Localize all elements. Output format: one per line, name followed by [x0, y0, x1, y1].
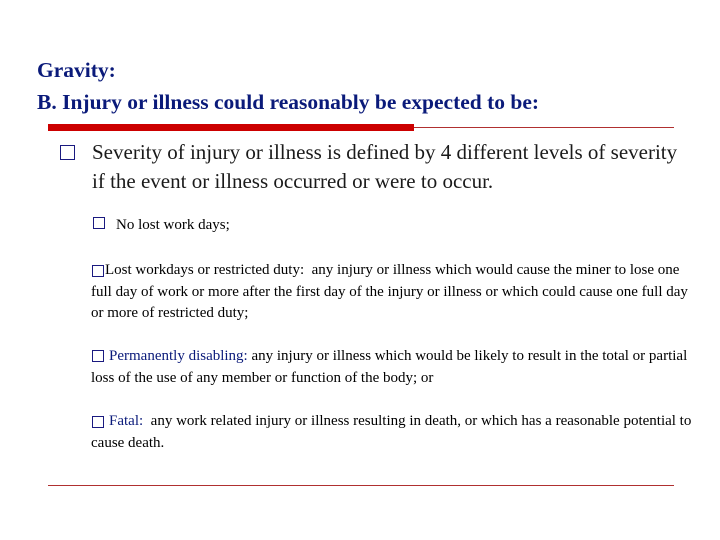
level-text: any injury or illness which would cause the miner to lose one full day of work or more after the first day of the injury or illness or which could cause one full day or more of restricted duty;: [91, 262, 688, 321]
square-bullet-icon: [60, 145, 75, 160]
bottom-divider: [48, 485, 674, 486]
level-lead: Lost workdays or restricted duty:: [105, 262, 305, 278]
level-lead: Fatal:: [109, 413, 144, 429]
level-text: any work related injury or illness resulting in death, or which has a reasonable potential to cause death.: [91, 413, 692, 451]
slide-title: [37, 54, 539, 118]
level-lead: Permanently disabling:: [109, 348, 248, 364]
level-item: [91, 346, 696, 389]
accent-rule: [48, 124, 414, 131]
square-bullet-icon: [93, 217, 105, 229]
level-lead: No lost work days;: [116, 217, 230, 233]
title-line-1: Gravity:: [37, 58, 116, 82]
main-point-text: Severity of injury or illness is defined by 4 different levels of severity if the event or illness occurred or were to occur.: [92, 140, 678, 193]
level-item: [116, 215, 676, 237]
title-line-2: B. Injury or illness could reasonably be expected to be:: [37, 90, 540, 114]
level-text: any injury or illness which would be likely to result in the total or partial loss of the use of any member or function of the body; or: [91, 348, 688, 386]
accent-rule-thin: [414, 127, 674, 128]
level-item: [91, 411, 696, 454]
level-item: [91, 260, 696, 325]
